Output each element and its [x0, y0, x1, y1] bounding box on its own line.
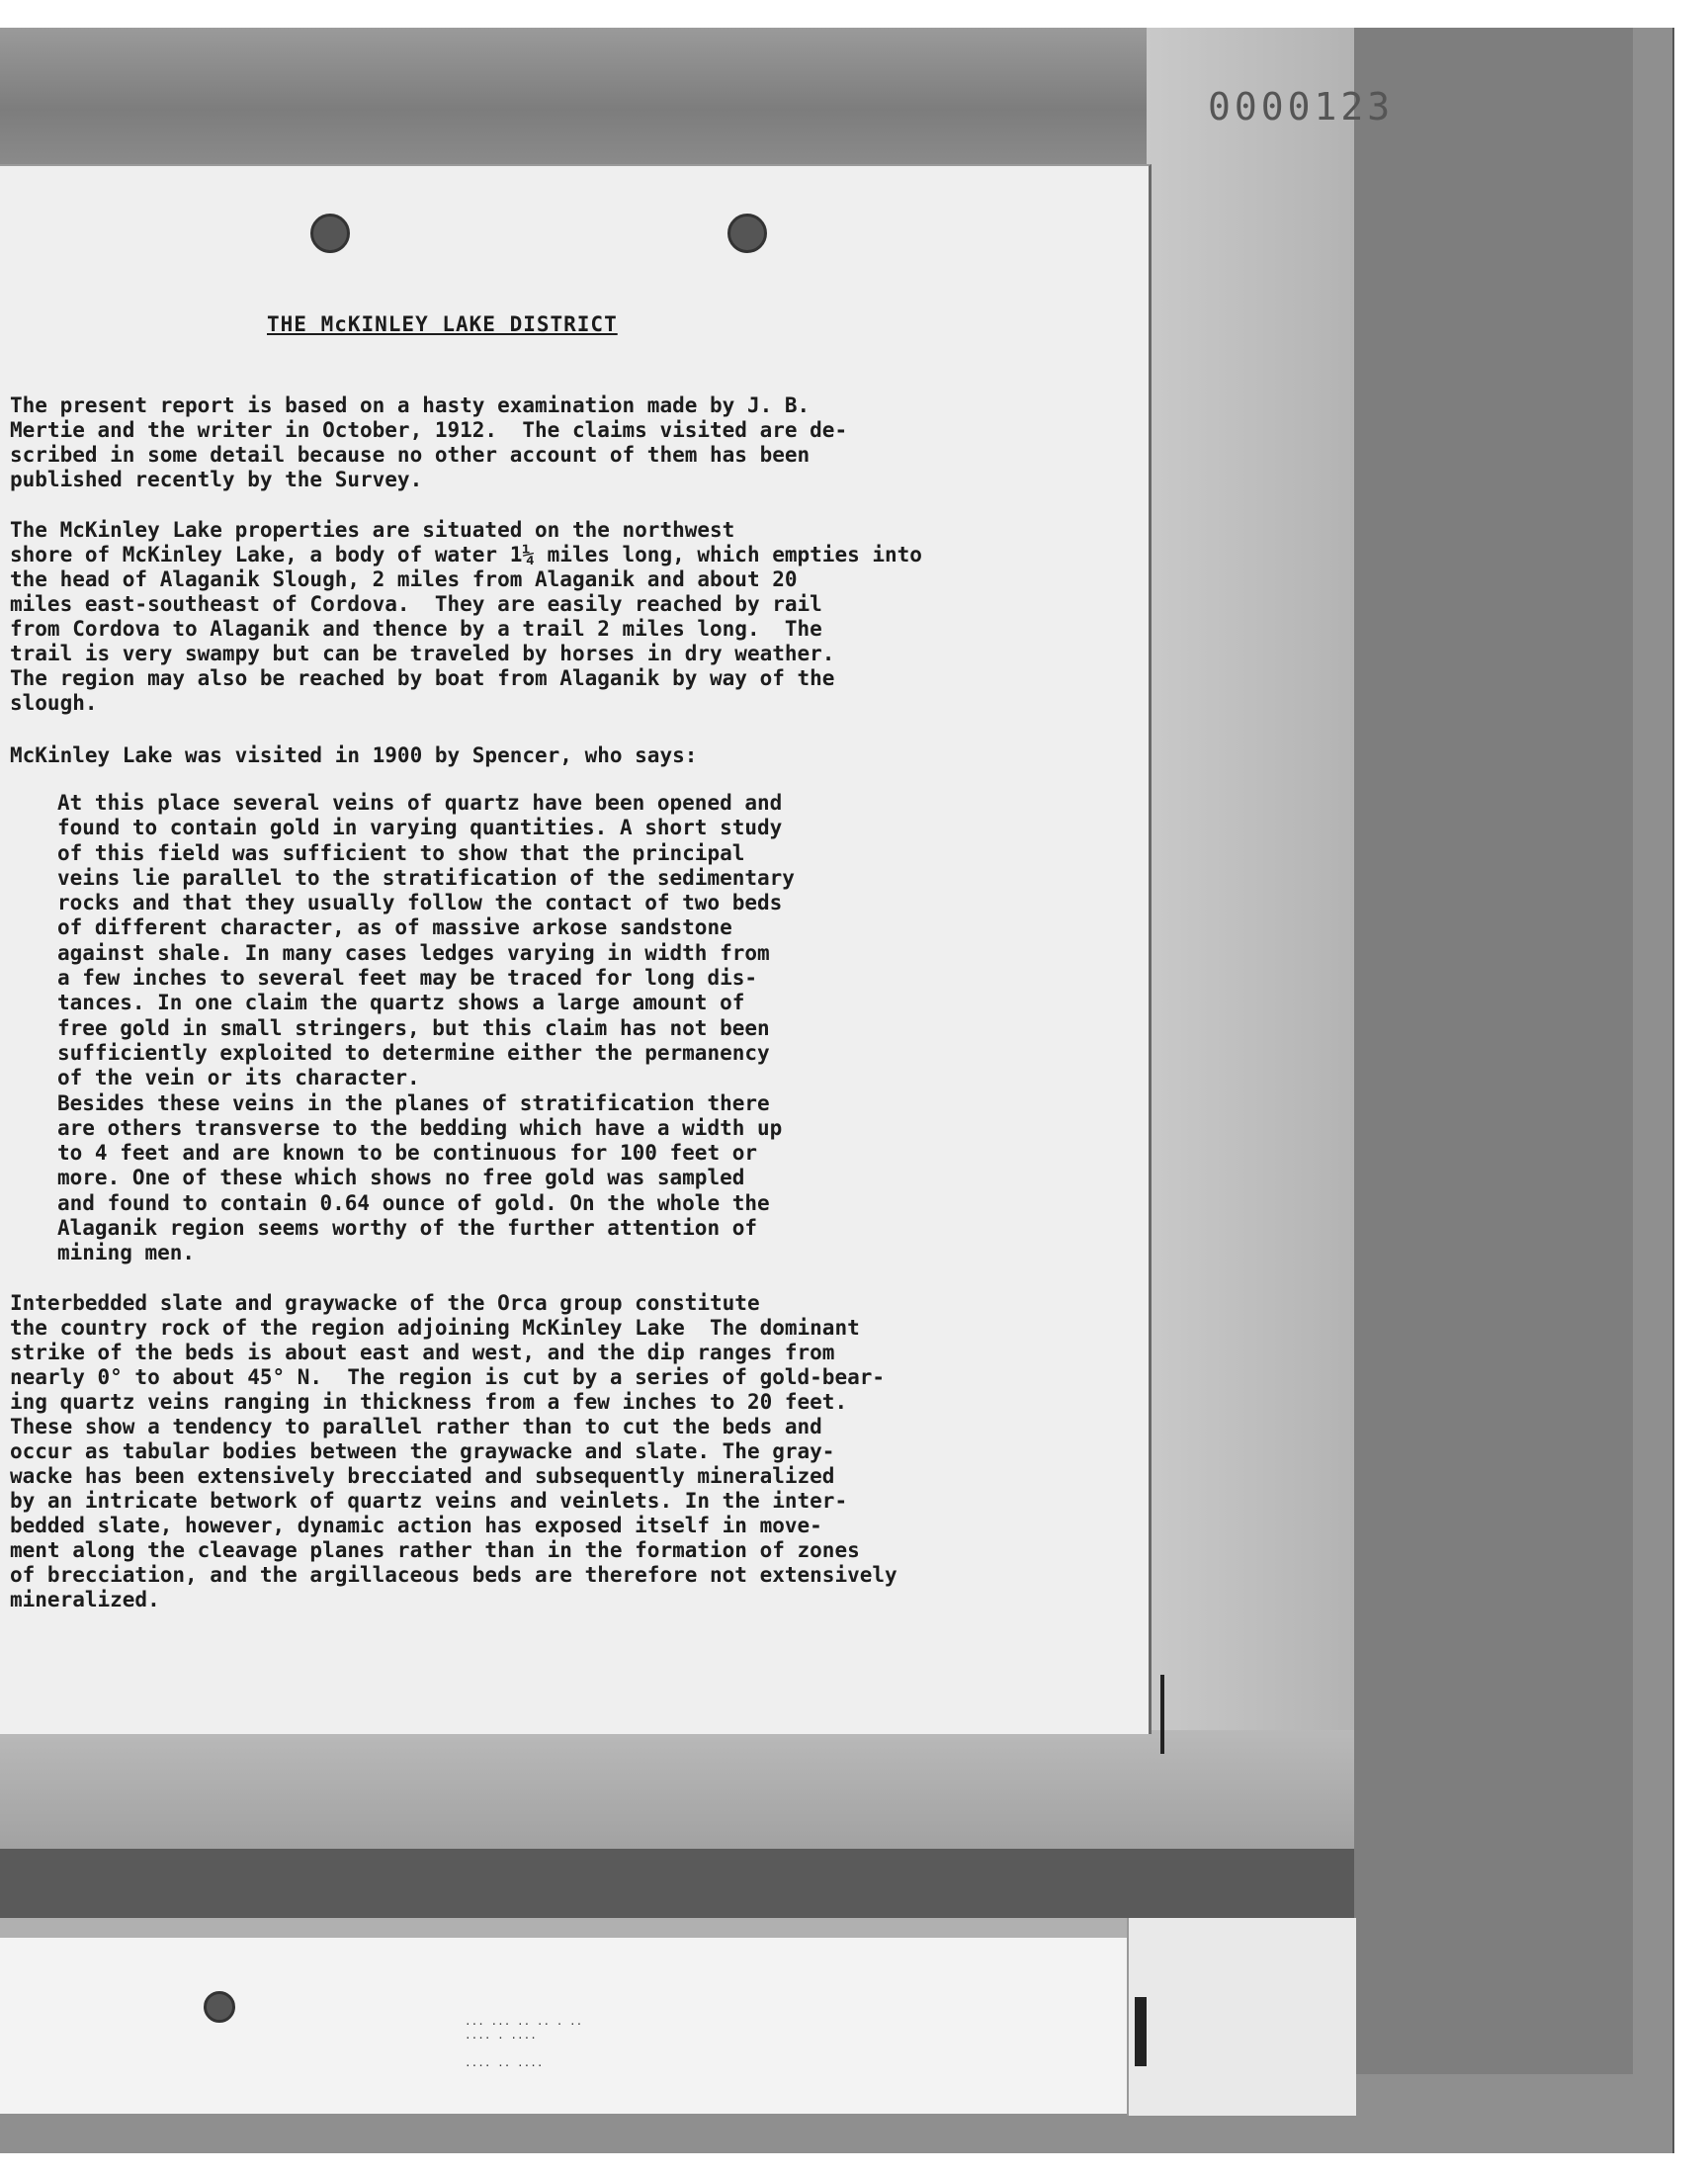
punch-hole-right [727, 214, 767, 253]
paragraph-location: The McKinley Lake properties are situated on the northwest shore of McKinley Lake, a body of water 1¼ miles long, which empties into the head of Alaganik Slough, 2 miles from Alaganik and about 20 miles east-southeast of Cordova. They are easily reached by rail from Cordova to Alaganik and thence by a trail 2 miles long. The trail is very swampy but can be traveled by horses in dry weather. The region may also be reached by boat from Alaganik by way of the slough. [10, 518, 922, 715]
scan-right-margin [1147, 28, 1354, 1847]
paragraph-intro: The present report is based on a hasty examination made by J. B. Mertie and the writer in October, 1912. The claims visited are de- scribed in some detail because no other account of them has been published recently by the Survey. [10, 393, 848, 491]
punch-hole-left [310, 214, 350, 253]
scan-top-shadow [0, 28, 1315, 164]
scan-right-shadow [1354, 28, 1633, 2074]
spencer-quotation [57, 791, 986, 1266]
punch-hole-bottom [204, 1991, 235, 2023]
quotation-paragraph: At this place several veins of quartz have been opened and found to contain gold in varying quantities. A short study of this field was sufficient to show that the principal veins lie parallel to the stratification of the sedimentary rocks and that they usually follow the contact of two beds of different character, as of massive arkose sandstone against shale. In many cases ledges varying in width from a few inches to several feet may be traced for long dis- tances. In one claim the quartz shows a large amount of free gold in small stringers, but this claim has not been sufficiently exploited to determine either the permanency of the vein or its character. [57, 791, 795, 1090]
scan-bottom-shadow [0, 1849, 1354, 1918]
document-title: THE McKINLEY LAKE DISTRICT [267, 312, 618, 336]
footer-sheet-edge [1127, 1918, 1356, 2116]
scan-bottom-band [0, 1730, 1354, 1849]
paragraph-spencer-intro: McKinley Lake was visited in 1900 by Spencer, who says: [10, 743, 698, 767]
margin-mark [1160, 1675, 1164, 1754]
paragraph-geology: Interbedded slate and graywacke of the Orca group constitute the country rock of the region adjoining McKinley Lake The dominant strike of the beds is about east and west, and the dip ranges from nearly 0° to about 45° N. The region is cut by a series of gold-bear- ing quartz veins ranging in thickness from a few inches to 20 feet. These show a tendency to parallel rather than to cut the beds and occur as tabular bodies between the graywacke and slate. The gray- wacke has been extensively brecciated and subsequently mineralized by an intricate betwork of quartz veins and veinlets. In the inter- bedded slate, however, dynamic action has exposed itself in move- ment along the cleavage planes rather than in the formation of zones of brecciation, and the argillaceous beds are therefore not extensively mineralized. [10, 1291, 897, 1611]
page-stamp: 0000123 [1208, 85, 1395, 129]
footer-text: ... ... .. .. . .. .... . .... .... .. .... [465, 2015, 583, 2069]
quotation-paragraph: Besides these veins in the planes of stratification there are others transverse to the bedding which have a width up to 4 feet and are known to be continuous for 100 feet or more. One of these which shows no free gold was sampled and found to contain 0.64 ounce of gold. On the whole the Alaganik region seems worthy of the further attention of mining men. [57, 1090, 783, 1265]
margin-mark [1135, 1997, 1147, 2066]
